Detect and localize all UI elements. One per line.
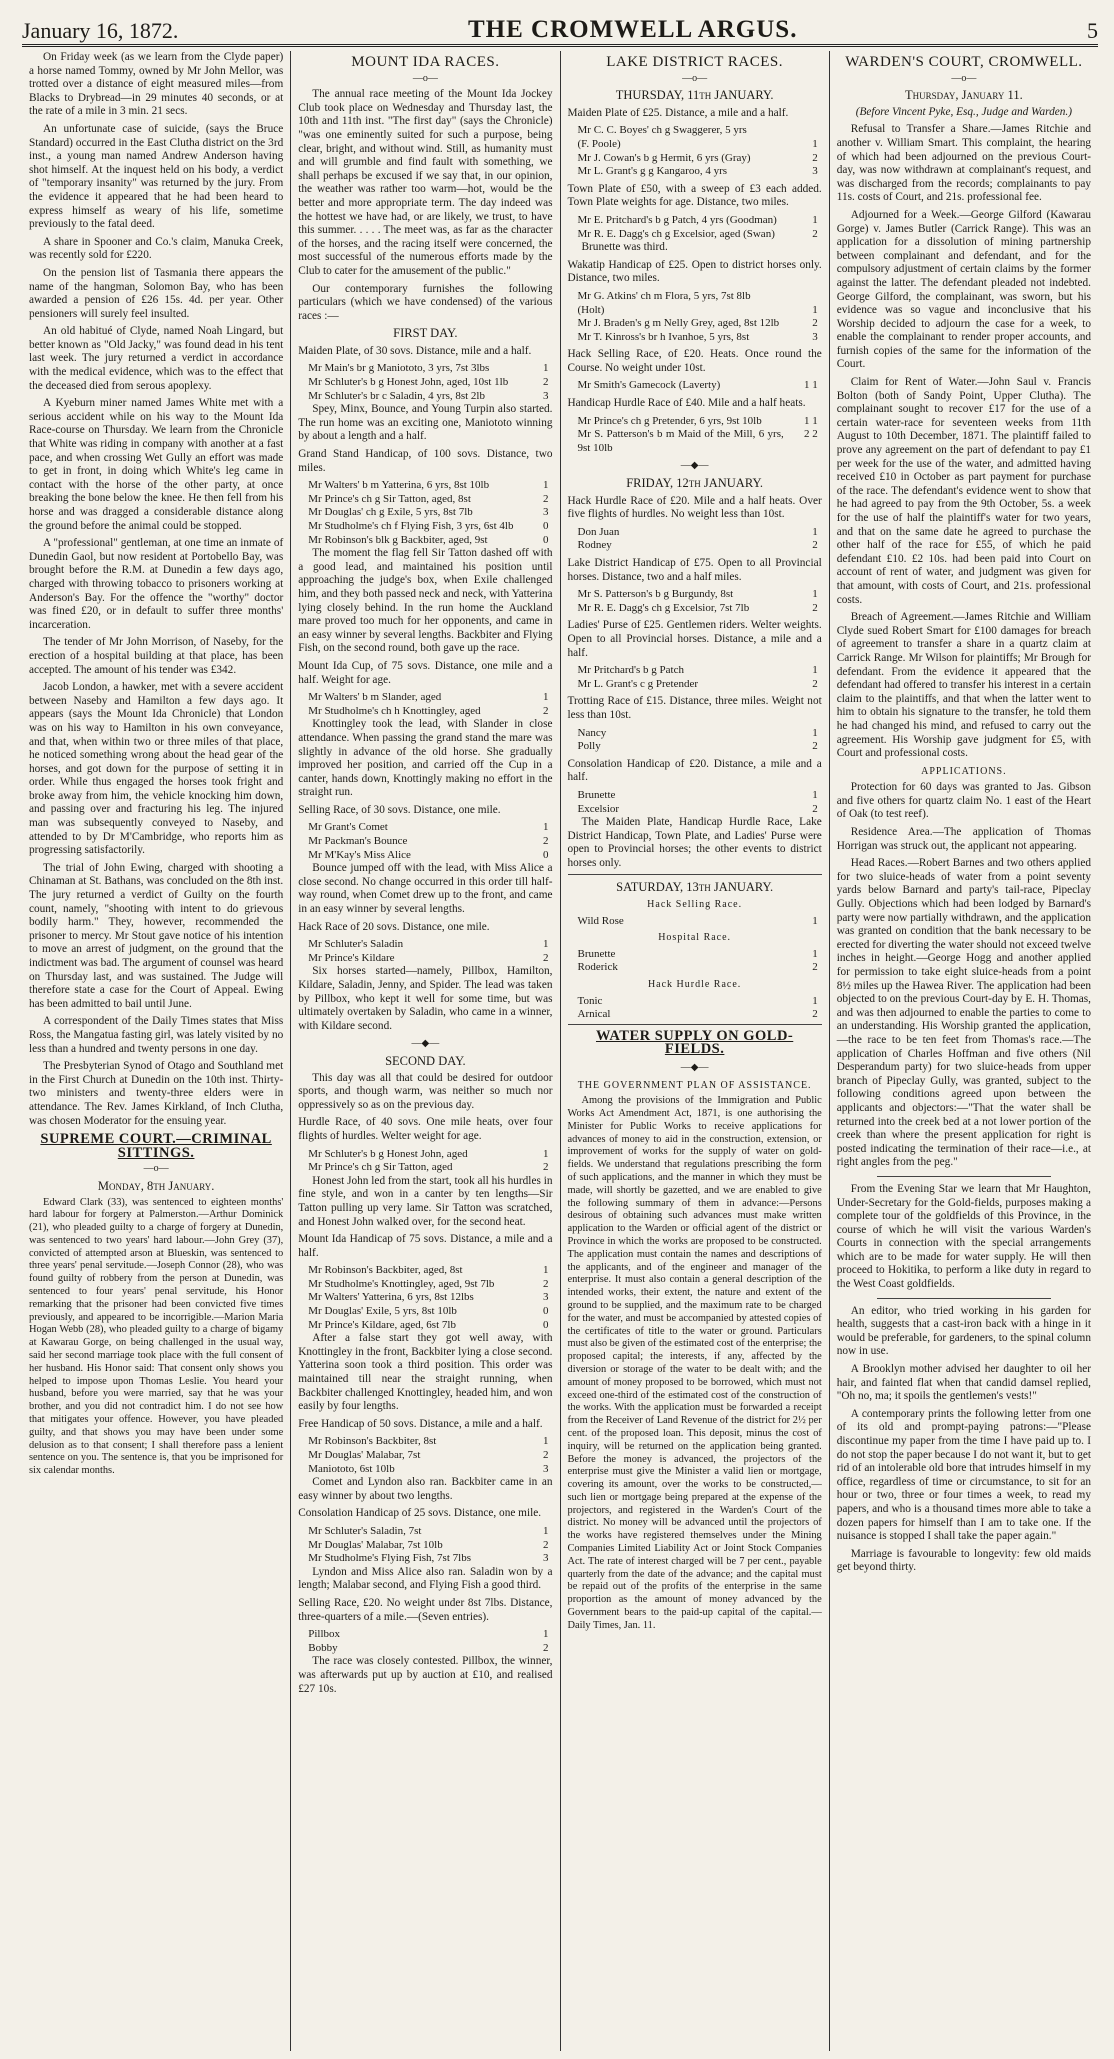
race-entry: Mr Walters' b m Slander, aged 1 (308, 691, 549, 704)
race-title: Mount Ida Cup, of 75 sovs. Distance, one mile and a half. Weight for age. (298, 659, 553, 686)
race-title: Hack Race of 20 sovs. Distance, one mile. (298, 920, 490, 933)
news-item: A Brooklyn mother advised her daughter to oil her hair, and fainted flat when that candid damsel replied, "Oh no, ma; it spoils the gentlemen's vests!" (836, 1363, 1091, 1403)
race-title: Consolation Handicap of £20. Distance, a mile and a half. (567, 757, 822, 784)
race-entry: Mr Main's br g Maniototo, 3 yrs, 7st 3lbs 1 (308, 362, 549, 375)
race-entry: Bobby 2 (308, 1641, 549, 1654)
column-4 (829, 51, 1098, 2051)
race-entry: Roderick 2 (577, 961, 818, 974)
court-date: Monday, 8th January. (97, 1178, 215, 1193)
first-day-heading: FIRST DAY. (393, 326, 458, 341)
newspaper-title: THE CROMWELL ARGUS. (467, 16, 798, 43)
lake-district-races-heading: LAKE DISTRICT RACES. (606, 54, 784, 70)
race-entry: Don Juan 1 (577, 525, 818, 538)
race-entry: Mr J. Braden's g m Nelly Grey, aged, 8st 12lb 2 (577, 317, 818, 330)
race-report: Bounce jumped off with the lead, with Miss Alice a close second. No change occurred in this order till half-way round, when Comet drew up to the front, and came in an easy winner by several lengths. (298, 862, 553, 916)
news-item: On the pension list of Tasmania there appears the name of the hangman, Solomon Bay, who has been awarded a pension of £26 15s. 4d. per year. Other pensioners will surely feel insulted. (29, 266, 284, 320)
race-entry: Mr Schluter's Saladin 1 (308, 938, 549, 951)
race-entry: Mr L. Grant's c g Pretender 2 (577, 677, 818, 690)
news-item: The tender of Mr John Morrison, of Naseby, for the erection of a hospital building at that place, has been accepted. The amount of his tender was £342. (29, 636, 284, 676)
race-entry: Rodney 2 (577, 539, 818, 552)
water-supply-article: Among the provisions of the Immigration and Public Works Act Amendment Act, 1871, is one authorising the Minister for Public Works to receive applications for advances of money to aid in the construction, extension, or improvement of works for the supply of water on gold-fields. We understand that regulations prescribing the form of such applications, and the manner in which they must be made, will shortly be gazetted, and we are enabled to give the following summary of them in advance:—Persons desirous of obtaining such advances must make written application to the Warden or official agent of the district or Province in which the works are proposed to be constructed. The application must contain the names and descriptions of the applicants, and of the engineer and manager of the enterprise. It must also contain a general description of the intended works, their extent, the nature and extent of the ground to be supplied, and the maximum rate to be charged for the water, and must be accompanied by attested copies of the certificates of title to the water or ground. Particulars must also be given of the estimated cost of the enterprise; the proposed capital; the interests, if any, affected by the diversion or storage of the water to be dealt with; and the amount of money proposed to be borrowed, which must not exceed one-third of the estimated cost of the construction of the works. With the application must be forwarded a receipt from the Receiver of Land Revenue of the district for 2½ per cent. of the proposed loan. This deposit, minus the cost of inquiry, will be returned on the application being granted. Before the money is advanced, the projectors of the enterprise must give the Minister a valid lien or mortgage, covering its amount, over the works to be constructed,—such lien or mortgage being prepared at the expense of the projectors, and registered in the Warden's Court of the district. No money will be advanced until the projectors of the works have registered themselves under the Mining Companies Limited Liability Act or Joint Stock Companies Act. The rate of interest charged will be 7 per cent., payable quarterly from the date of the advance; and the capital must be repaid out of the profits of the enterprise in the same proportion as the amount of money advanced by the Government bears to the paid-up capital of the capital.—Daily Times, Jan. 11. (567, 1095, 822, 1631)
race-entry: Mr Schluter's Saladin, 7st 1 (308, 1524, 549, 1537)
race-entry: Mr Walters' b m Yatterina, 6 yrs, 8st 10lb 1 (308, 479, 549, 492)
race-entry: Mr Schluter's br c Saladin, 4 yrs, 8st 2lb 3 (308, 389, 549, 402)
race-entry: Mr Pritchard's b g Patch 1 (577, 664, 818, 677)
race-title: Lake District Handicap of £75. Open to all Provincial horses. Distance, two and a half miles. (567, 557, 822, 583)
race-entry: Mr Douglas' Exile, 5 yrs, 8st 10lb 0 (308, 1305, 549, 1318)
race-title: Town Plate of £50, with a sweep of £3 each added. Town Plate weights for age. Distance, two miles. (567, 182, 822, 209)
race-entry: Mr T. Kinross's br h Ivanhoe, 5 yrs, 8st 3 (577, 330, 818, 343)
mount-ida-races-heading: MOUNT IDA RACES. (351, 54, 500, 70)
race-entry: Mr Prince's Kildare, aged, 6st 7lb 0 (308, 1318, 549, 1331)
news-item: On Friday week (as we learn from the Clyde paper) a horse named Tommy, owned by Mr John Mellor, was trotted over a distance of eight measured miles—from Blacks to Drybread—in 29 minutes 40 seconds, or at the rate of a mile in 3 min. 21 secs. (29, 51, 284, 118)
race-report: The Maiden Plate, Handicap Hurdle Race, Lake District Handicap, Town Plate, and Ladies' Purse were open to Provincial horses; the other events to district horses only. (567, 816, 822, 869)
race-entry: Mr Studholme's Flying Fish, 7st 7lbs 3 (308, 1552, 549, 1565)
race-entry: Mr Douglas' Malabar, 7st 10lb 2 (308, 1538, 549, 1551)
court-report: Edward Clark (33), was sentenced to eighteen months' hard labour for forgery at Palmerston.—Arthur Dominick (21), who pleaded guilty to a charge of forgery at Dunedin, was sentenced to two years' hard labour.—John Grey (37), convicted of attempted arson at Blueskin, was sentenced to three years' penal servitude.—Joseph Connor (28), who was found guilty of robbery from the person at Dunedin, was sentenced to four years' penal servitude, his Honor remarking that the prisoner had been convicted five times previously, and appeared to be incorrigible.—Marion Maria Hogan Webb (28), who pleaded guilty to a charge of bigamy at Kawarau Gorge, on being challenged in the usual way, said her second marriage took place with the full consent of her husband. His Honor said: That consent only shows you helped to impose upon Thomas Leslie. You heard your husband, before you were married, say that he was your brother, and you did not contradict him. I do not see how that mitigates your offence. However, you have pleaded guilty, and that shows you may have been under some delusion as to that consent; I shall therefore pass a lenient sentence on you. The sentence is, that you be imprisoned for six calendar months. (29, 1196, 284, 1477)
race-entry: (Holt) 1 (577, 303, 818, 316)
race-entry: Mr Douglas' ch g Exile, 5 yrs, 8st 7lb 3 (308, 506, 549, 519)
news-item: A share in Spooner and Co.'s claim, Manuka Creek, was recently sold for £220. (29, 235, 284, 262)
race-intro: The annual race meeting of the Mount Ida Jockey Club took place on Wednesday and Thursday last, the 10th and 11th inst. "The first day" (says the Chronicle) "was one eminently suited for such a purpose, being clear, bright, and without wind. Still, as humanity must and will grumble and find fault with something, we shall perhaps be excused if we say that, in our opinion, the weather was rather too warm—hot, would be the better and more appropriate term. The day indeed was the hottest we have had, or are likely, we trust, to have this summer. . . . . The meet was, as far as the character of the horses, and the racing itself were concerned, the most successful of the numerous efforts made by the Club to cater for the amusement of the public." (298, 88, 553, 277)
race-report: Lyndon and Miss Alice also ran. Saladin won by a length; Malabar second, and Flying Fish a good third. (298, 1565, 553, 1592)
race-entry: Mr Robinson's blk g Backbiter, aged, 9st 0 (308, 533, 549, 546)
news-item: A correspondent of the Daily Times states that Miss Ross, the Mangatua fasting girl, was lately visited by no less than a hundred and twenty persons in one day. (29, 1015, 284, 1055)
court-case: Claim for Rent of Water.—John Saul v. Francis Bolton (both of Sandy Point, Upper Clutha). The complainant sought to recover £17 for the use of a certain water-race for seventeen weeks from 11th August to 10th December, 1871. The plaintiff failed to prove any agreement on the part of defendant to pay £1 per week for the use of the water, and admitted having received £10 in October as part payment for purchase of the race. The defendant's evidence went to show that he had agreed to pay from the 9th October, 5s. a week for the use of half the plaintiff's water for two years, and that on the same date he agreed to purchase the other half of the race for £55, of which he paid defendant £10. £2 10s. had been paid into Court on account of rent of water, and judgment was given for that amount, with costs of Court, and 21s. professional costs. (836, 376, 1091, 606)
race-entry: Mr Packman's Bounce 2 (308, 835, 549, 848)
race-entry: Mr Robinson's Backbiter, aged, 8st 1 (308, 1264, 549, 1277)
race-title: Hack Hurdle Race of £20. Mile and a half heats. Over five flights of hurdles. No weight less than 10st. (567, 494, 822, 521)
race-entry: Brunette 1 (577, 788, 818, 801)
race-entry: Mr Studholme's ch f Flying Fish, 3 yrs, 6st 4lb 0 (308, 520, 549, 532)
race-title: Ladies' Purse of £25. Gentlemen riders. Welter weights. Open to all Provincial horses. Distance, a mile and a half. (567, 619, 822, 659)
race-entry: Mr L. Grant's g g Kangaroo, 4 yrs 3 (577, 165, 818, 178)
news-item: The Presbyterian Synod of Otago and Southland met in the First Church at Dunedin on the 10th inst. Thirty-two ministers and twenty-three elders were in attendance. The Rev. James Kirkland, of Inch Clutha, was chosen Moderator for the ensuing year. (29, 1060, 284, 1127)
divider-rule (877, 1176, 1051, 1177)
race-entry: Brunette 1 (577, 947, 818, 960)
news-item: A Kyeburn miner named James White met with a serious accident while on his way to the Mount Ida Race-course on Thursday. We learn from the Chronicle that White was riding in company with another at a fast pace, and when crossing Wet Gully an effort was made to get in front, in doing which White's leg came in contact with the horse of the other party, at once breaking the bone below the knee. He then fell from his horse and was dragged a considerable distance along the ground before the animal could be stopped. (29, 397, 284, 532)
race-report: The moment the flag fell Sir Tatton dashed off with a good lead, and maintained his position until approaching the judge's box, when Exile challenged him, and they both passed neck and neck, with Yatterina lying closely behind. In the run home the Auckland mare proved too much for her opponents, and came in an easy winner by several lengths. Backbiter and Flying Fish, on the second round, both gave up the race. (298, 547, 553, 655)
race-entry: Maniototo, 6st 10lb 3 (308, 1462, 549, 1475)
race-entry: Mr Prince's Kildare 2 (308, 951, 549, 964)
race-subheading: Hack Hurdle Race. (647, 979, 742, 991)
news-item: An editor, who tried working in his garden for health, suggests that a cast-iron back with a hinge in it would be preferable, for gardeners, to the spinal column now in use. (836, 1304, 1091, 1358)
page-number: 5 (1087, 18, 1098, 43)
news-paragraphs (29, 51, 283, 1128)
ornament-dash: —o— (412, 72, 438, 84)
race-entry: Mr Schluter's b g Honest John, aged 1 (308, 1147, 549, 1160)
news-item: An old habitué of Clyde, named Noah Lingard, but better known as "Old Jacky," was found dead in his tent last week. The jury returned a verdict in accordance with the medical evidence, which was to the effect that the deceased died from serous apoplexy. (29, 325, 284, 392)
saturday-box (568, 874, 822, 1024)
race-report: Honest John led from the start, took all his hurdles in fine style, and won in a canter by ten lengths—Sir Tatton pulling up very lame. Sir Tatton was scratched, and Honest John walked over, for the second heat. (298, 1174, 553, 1228)
race-entry: Mr Douglas' Malabar, 7st 2 (308, 1449, 549, 1461)
divider-rule (877, 1298, 1051, 1299)
column-3 (560, 51, 829, 2051)
race-report: This day was all that could be desired for outdoor sports, and though warm, was neither so much nor oppressively so as on the previous day. (298, 1071, 553, 1111)
race-entry: Mr R. E. Dagg's ch g Excelsior, 7st 7lb 2 (577, 601, 818, 614)
race-entry: Mr M'Kay's Miss Alice 0 (308, 848, 549, 861)
court-case: Adjourned for a Week.—George Gilford (Kawarau Gorge) v. James Butler (Carrick Range). This was an application for a dissolution of mining partnership between complainant and defendant, and for the compulsory adjustment of certain claims by the former against the latter. The defendant pleaded not indebted. George Gilford, the complainant, was sworn, but his evidence was so vague and inconclusive that his Worship decided to adjourn the case for a week, to enable the complainant to render proper accounts, and furnish copies of the same for the information of the Court. (836, 208, 1091, 371)
news-item: A "professional" gentleman, at one time an inmate of Dunedin Gaol, but now resident at Portobello Bay, was brought before the R.M. at Dunedin a few days ago, charged with throwing tobacco to prisoners working at Anderson's Bay. For the offence the "worthy" doctor was fined £20, or in default to suffer three months' incarceration. (29, 537, 284, 631)
race-title: Grand Stand Handicap, of 100 sovs. Distance, two miles. (298, 448, 553, 474)
saturday-heading: SATURDAY, 13th JANUARY. (616, 880, 774, 895)
race-intro: Our contemporary furnishes the following particulars (which we have condensed) of the various races :— (298, 282, 553, 322)
race-entry: Mr S. Patterson's b g Burgundy, 8st 1 (577, 588, 818, 601)
race-subheading: Hospital Race. (658, 932, 732, 944)
application-item: Residence Area.—The application of Thomas Horrigan was struck out, the applicant not appearing. (836, 826, 1091, 852)
race-entry: Mr Smith's Gamecock (Laverty) 1 1 (577, 379, 818, 392)
race-entry: Wild Rose 1 (577, 914, 818, 927)
race-report: Brunette was third. (581, 241, 668, 254)
thursday-heading: THURSDAY, 11th JANUARY. (615, 88, 774, 103)
race-report: The race was closely contested. Pillbox, the winner, was afterwards put up by auction at £10, and realised £27 10s. (298, 1655, 553, 1695)
news-item: An unfortunate case of suicide, (says the Bruce Standard) occurred in the East Clutha district on the 3rd inst., a young man named Andrew Anderson having shot himself. At the inquest held on his body, a verdict of "temporary insanity" was returned by the jury. From the evidence it appeared that he had been heard to express himself as weary of his life, sometime previously to the fatal deed. (29, 122, 284, 231)
race-title: Mount Ida Handicap of 75 sovs. Distance, a mile and a half. (298, 1233, 553, 1259)
race-entry: Polly 2 (577, 740, 818, 753)
wardens-court-before: (Before Vincent Pyke, Esq., Judge and Warden.) (855, 105, 1072, 118)
second-day-heading: SECOND DAY. (385, 1053, 466, 1068)
news-item: The trial of John Ewing, charged with shooting a Chinaman at St. Bathans, was concluded on the 8th inst. The jury returned a verdict of Guilty on the fourth count, namely, "shooting with intent to do grievous bodily harm." They, however, recommended the prisoner to mercy. Mr Stout gave notice of his intention to move an arrest of judgment, on the ground that the indictment was bad. The argument of counsel was heard on Thursday last, and was sustained. The Judge will therefore state a case for the Court of Appeal. Ewing has been admitted to bail until June. (29, 861, 284, 1010)
race-entry: Pillbox 1 (308, 1628, 549, 1641)
race-entry: Mr C. C. Boyes' ch g Swaggerer, 5 yrs (577, 124, 747, 137)
applications-heading: APPLICATIONS. (921, 765, 1007, 777)
race-entry: Mr E. Pritchard's b g Patch, 4 yrs (Goodman) 1 (577, 213, 818, 226)
race-title: Free Handicap of 50 sovs. Distance, a mile and a half. (298, 1417, 543, 1430)
news-item: From the Evening Star we learn that Mr Haughton, Under-Secretary for the Gold-fields, purposes making a complete tour of the goldfields of this Province, in the course of which he will visit the various Warden's Courts in connection with the special arrangements which are to be made for water supply. He will then proceed to Hokitika, to perform a like duty in regard to the West Coast goldfields. (836, 1182, 1091, 1291)
race-entry: Mr S. Patterson's b m Maid of the Mill, 6 yrs, 9st 10lb 2 2 (577, 428, 818, 454)
water-subheading: THE GOVERNMENT PLAN OF ASSISTANCE. (577, 1079, 812, 1091)
race-entry: Mr Prince's ch g Sir Tatton, aged, 8st 2 (308, 492, 549, 505)
news-item: A contemporary prints the following letter from one of its old and prompt-paying patrons:—"Please discontinue my paper from the time I have paid up to. I do not stop the paper because I do not want it, but to get rid of an intolerable old bore that intrudes himself in my office, regardless of time or circumstance, to sit for an hour or two, three or four times a week, to read my papers, and who is a thousand times more able to take a dozen papers for himself than I am to take one. If the nuisance is stopped I shall take the paper again." (836, 1407, 1091, 1543)
race-report: Six horses started—namely, Pillbox, Hamilton, Kildare, Saladin, Jenny, and Spider. The lead was taken by Pillbox, who kept it well for some time, but was ultimately overtaken by Saladin, who came in a winner, with Kildare second. (298, 965, 553, 1032)
race-entry: Arnical 2 (577, 1008, 818, 1021)
race-entry: Nancy 1 (577, 726, 818, 739)
application-item: Protection for 60 days was granted to Jas. Gibson and five others for quartz claim No. 1 east of the Heart of Oak (to test reef). (836, 781, 1091, 821)
race-title: Trotting Race of £15. Distance, three miles. Weight not less than 10st. (567, 695, 822, 721)
race-title: Selling Race, £20. No weight under 8st 7lbs. Distance, three-quarters of a mile.—(Seven entries). (298, 1596, 553, 1623)
race-entry: Mr Prince's ch g Pretender, 6 yrs, 9st 10lb 1 1 (577, 414, 818, 427)
court-case: Breach of Agreement.—James Ritchie and William Clyde sued Robert Smart for £100 damages for breach of agreement to transfer a share in a quartz claim at Carrick Range. Mr Wilson for plaintiffs; Mr Brough for defendant. From the evidence it appeared that the defendant had offered to transfer his interest in a certain claim to the plaintiffs, and that when the latter went to him to obtain his signature to the transfer, he told them he had changed his mind, and refused to carry out the agreement. His Worship gave judgment for £5, with Court and professional costs. (836, 611, 1091, 760)
race-entry: Tonic 1 (577, 994, 818, 1007)
race-entry: (F. Poole) 1 (577, 137, 818, 150)
wardens-court-date: Thursday, January 11. (905, 88, 1023, 103)
race-entry: Mr Studholme's ch h Knottingley, aged 2 (308, 704, 549, 717)
race-title: Hurdle Race, of 40 sovs. One mile heats, over four flights of hurdles. Welter weight for age. (298, 1116, 553, 1142)
race-title: Selling Race, of 30 sovs. Distance, one mile. (298, 803, 501, 816)
race-entry: Mr Grant's Comet 1 (308, 821, 549, 834)
race-entry: Mr J. Cowan's b g Hermit, 6 yrs (Gray) 2 (577, 151, 818, 164)
race-title: Consolation Handicap of 25 sovs. Distance, one mile. (298, 1507, 542, 1520)
race-entry: Mr R. E. Dagg's ch g Excelsior, aged (Swan) 2 (577, 227, 818, 240)
masthead (22, 10, 1098, 47)
race-entry: Excelsior 2 (577, 802, 818, 815)
race-entry: Mr Robinson's Backbiter, 8st 1 (308, 1435, 549, 1448)
divider-ornament: —◆— (680, 460, 709, 472)
race-title: Handicap Hurdle Race of £40. Mile and a half heats. (567, 397, 806, 410)
race-title: Maiden Plate, of 30 sovs. Distance, mile and a half. (298, 344, 532, 357)
columns (22, 51, 1098, 2051)
race-entry: Mr Prince's ch g Sir Tatton, aged 2 (308, 1161, 549, 1174)
race-title: Maiden Plate of £25. Distance, a mile and a half. (567, 106, 789, 119)
divider-ornament: —◆— (411, 1038, 440, 1050)
race-report: Knottingley took the lead, with Slander in close attendance. When passing the grand stand the mare was slightly in advance of the old horse. She gradually improved her position, and carried off the Cup in a canter, hands down, Knottingly making no effort in the straight run. (298, 718, 553, 799)
ornament-dash: —o— (951, 72, 977, 84)
race-subheading: Hack Selling Race. (647, 899, 743, 911)
application-item: Head Races.—Robert Barnes and two others applied for two sluice-heads of water from a point seventy yards below Barnard and party's tail-race, Pipeclay Gully. Objections which had been lodged by Barnard's party were now partially withdrawn, and the application was granted on condition that the bank necessary to be erected for diverting the water should not exceed twelve inches in height.—George Hogg and another applied for permission to take eight sluice-heads from a point 8½ miles up the Hawea River. The application had been objected to on the previous Court-day by E. H. Thomas, and was then adjourned to enable the parties to come to an understanding. His Worship granted the application,—the race to be ten feet from Thomas's race.—The application of Charles Hoffman and five others (Nil Desperandum party) for two sluice-heads from upper branch of Pipeclay Gully, was granted, subject to the following conditions agreed upon between the applicants and objectors:—"That the water shall be returned into the creek bed at a not lower portion of the creek than where the present application for right is posted indicating the termination of their race—i.e., at right angles from the peg." (836, 857, 1091, 1169)
wardens-court-heading: WARDEN'S COURT, CROMWELL. (845, 54, 1083, 70)
divider-ornament: —◆— (680, 1062, 709, 1073)
ornament-dash: —o— (143, 1163, 169, 1175)
ornament-dash: —o— (682, 72, 708, 84)
race-report: Spey, Minx, Bounce, and Young Turpin also started. The run home was an exciting one, Maniototo winning by about a length and a half. (298, 403, 553, 443)
race-entry: Mr Walters' Yatterina, 6 yrs, 8st 12lbs 3 (308, 1291, 549, 1304)
supreme-court-heading: SUPREME COURT.—CRIMINAL SITTINGS. (40, 1131, 272, 1161)
court-case: Refusal to Transfer a Share.—James Ritchie and another v. William Smart. This complaint, the hearing of which had been adjourned on the previous Court-day, was now withdrawn at complainant's request, and was discharged from the records; complainants to pay 11s. costs of Court, and 21s. professional fee. (836, 123, 1091, 204)
news-item: Marriage is favourable to longevity: few old maids get beyond thirty. (836, 1547, 1091, 1574)
race-title: Hack Selling Race, of £20. Heats. Once round the Course. No weight under 10st. (567, 348, 822, 374)
friday-heading: FRIDAY, 12th JANUARY. (626, 476, 764, 491)
race-entry: Mr G. Atkins' ch m Flora, 5 yrs, 7st 8lb (577, 289, 751, 302)
news-item: Jacob London, a hawker, met with a severe accident between Naseby and Hamilton a few days ago. It appears (says the Mount Ida Chronicle) that London was on his way to Hamilton in his own conveyance, and that, when within two or three miles of that place, he noticed something wrong about the head gear of the horses, and got down for the purpose of setting it in order. While thus engaged the horses took fright and broke away from him, the vehicle knocking him down, and passing over and fracturing his leg. The injured man was subsequently conveyed to Naseby, and attended to by Dr M'Cambridge, who reports him as progressing satisfactorily. (29, 681, 284, 857)
race-report: Comet and Lyndon also ran. Backbiter came in an easy winner by about two lengths. (298, 1476, 553, 1502)
race-entry: Mr Schluter's b g Honest John, aged, 10st 1lb 2 (308, 376, 549, 389)
race-report: After a false start they got well away, with Knottingley in the front, Backbiter lying a close second. Yatterina soon took a third position. This order was maintained till near the straight running, when Backbiter challenged Knottingley, headed him, and won easily by four lengths. (298, 1332, 553, 1413)
issue-date: January 16, 1872. (22, 18, 179, 43)
water-supply-heading: WATER SUPPLY ON GOLD-FIELDS. (595, 1027, 794, 1058)
column-2 (290, 51, 559, 2051)
race-title: Wakatip Handicap of £25. Open to district horses only. Distance, two miles. (567, 258, 822, 285)
column-1 (22, 51, 290, 2051)
race-entry: Mr Studholme's Knottingley, aged, 9st 7lb 2 (308, 1277, 549, 1290)
